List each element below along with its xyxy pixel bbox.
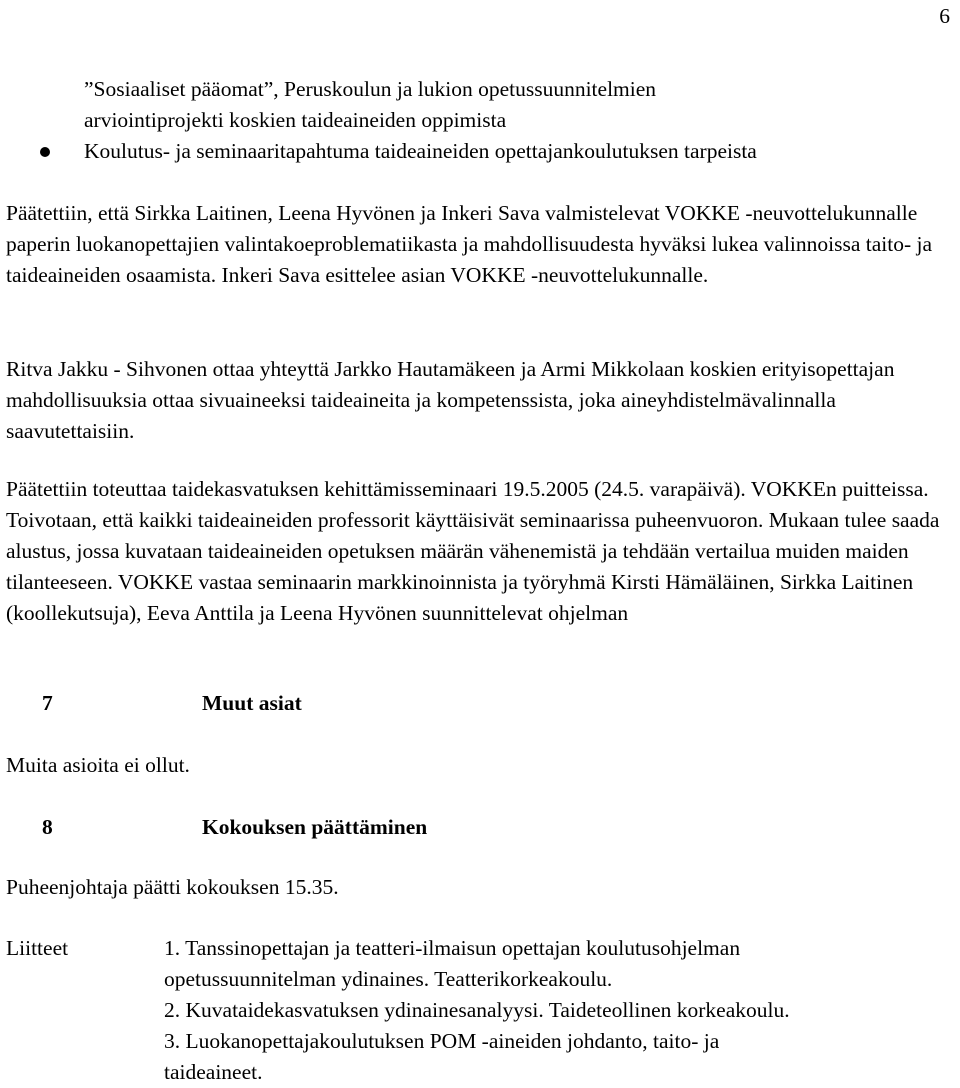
section-8-text xyxy=(6,872,950,903)
paragraph-contact xyxy=(6,354,950,447)
section-8-heading xyxy=(42,812,427,843)
list-item-2 xyxy=(0,136,960,167)
attachment-2: 2. Kuvataidekasvatuksen ydinainesanalyysi. Taideteollinen korkeakoulu. xyxy=(164,998,790,1022)
paragraph-text: Muita asioita ei ollut. xyxy=(6,753,190,777)
attachments-list xyxy=(164,933,944,1088)
paragraph-decision-1 xyxy=(6,198,950,291)
section-7-heading xyxy=(42,688,302,719)
section-number: 7 xyxy=(42,691,53,715)
page-number: 6 xyxy=(939,4,950,28)
bullet-icon xyxy=(40,147,50,157)
list-item-2-text: Koulutus- ja seminaaritapahtuma taideaineiden opettajankoulutuksen tarpeista xyxy=(84,139,757,163)
paragraph-text: Ritva Jakku - Sihvonen ottaa yhteyttä Jarkko Hautamäkeen ja Armi Mikkolaan koskien erityisopettajan mahdollisuuksia ottaa sivuaineeksi taideaineita ja kompetenssista, joka aineyhdistelmävalinnalla saavutettaisiin. xyxy=(6,357,895,443)
list-item-1-line-1: ”Sosiaaliset pääomat”, Peruskoulun ja lukion opetussuunnitelmien xyxy=(84,77,657,101)
paragraph-text: Päätettiin, että Sirkka Laitinen, Leena Hyvönen ja Inkeri Sava valmistelevat VOKKE -neuvottelukunnalle paperin luokanopettajien valintakoeproblematiikasta ja mahdollisuudesta hyväksi lukea valinnoissa taito- ja taideaineiden osaamista. Inkeri Sava esittelee asian VOKKE -neuvottelukunnalle. xyxy=(6,201,933,287)
section-title: Kokouksen päättäminen xyxy=(202,815,428,839)
list-item-1-line-2: arviointiprojekti koskien taideaineiden oppimista xyxy=(84,108,507,132)
section-7-text xyxy=(6,750,950,781)
attachment-1-line-1: 1. Tanssinopettajan ja teatteri-ilmaisun opettajan koulutusohjelman xyxy=(164,936,741,960)
paragraph-text: Päätettiin toteuttaa taidekasvatuksen kehittämisseminaari 19.5.2005 (24.5. varapäivä). VOKKEn puitteissa. Toivotaan, että kaikki taideaineiden professorit käyttäisivät seminaarissa puheenvuoron. Mukaan tulee saada alustus, jossa kuvataan taideaineiden opetuksen määrän vähenemistä ja tehdään vertailua muiden maiden tilanteeseen. VOKKE vastaa seminaarin markkinoinnista ja työryhmä Kirsti Hämäläinen, Sirkka Laitinen (koollekutsuja), Eeva Anttila ja Leena Hyvönen suunnittelevat ohjelman xyxy=(6,477,940,625)
attachments-label: Liitteet xyxy=(6,936,69,960)
attachment-3-line-2: taideaineet. xyxy=(164,1060,263,1084)
top-list xyxy=(0,74,960,167)
paragraph-seminar xyxy=(6,474,950,629)
attachment-1-line-2: opetussuunnitelman ydinaines. Teatterikorkeakoulu. xyxy=(164,967,613,991)
section-title: Muut asiat xyxy=(202,691,302,715)
section-number: 8 xyxy=(42,815,53,839)
paragraph-text: Puheenjohtaja päätti kokouksen 15.35. xyxy=(6,875,339,899)
attachment-3-line-1: 3. Luokanopettajakoulutuksen POM -aineiden johdanto, taito- ja xyxy=(164,1029,720,1053)
